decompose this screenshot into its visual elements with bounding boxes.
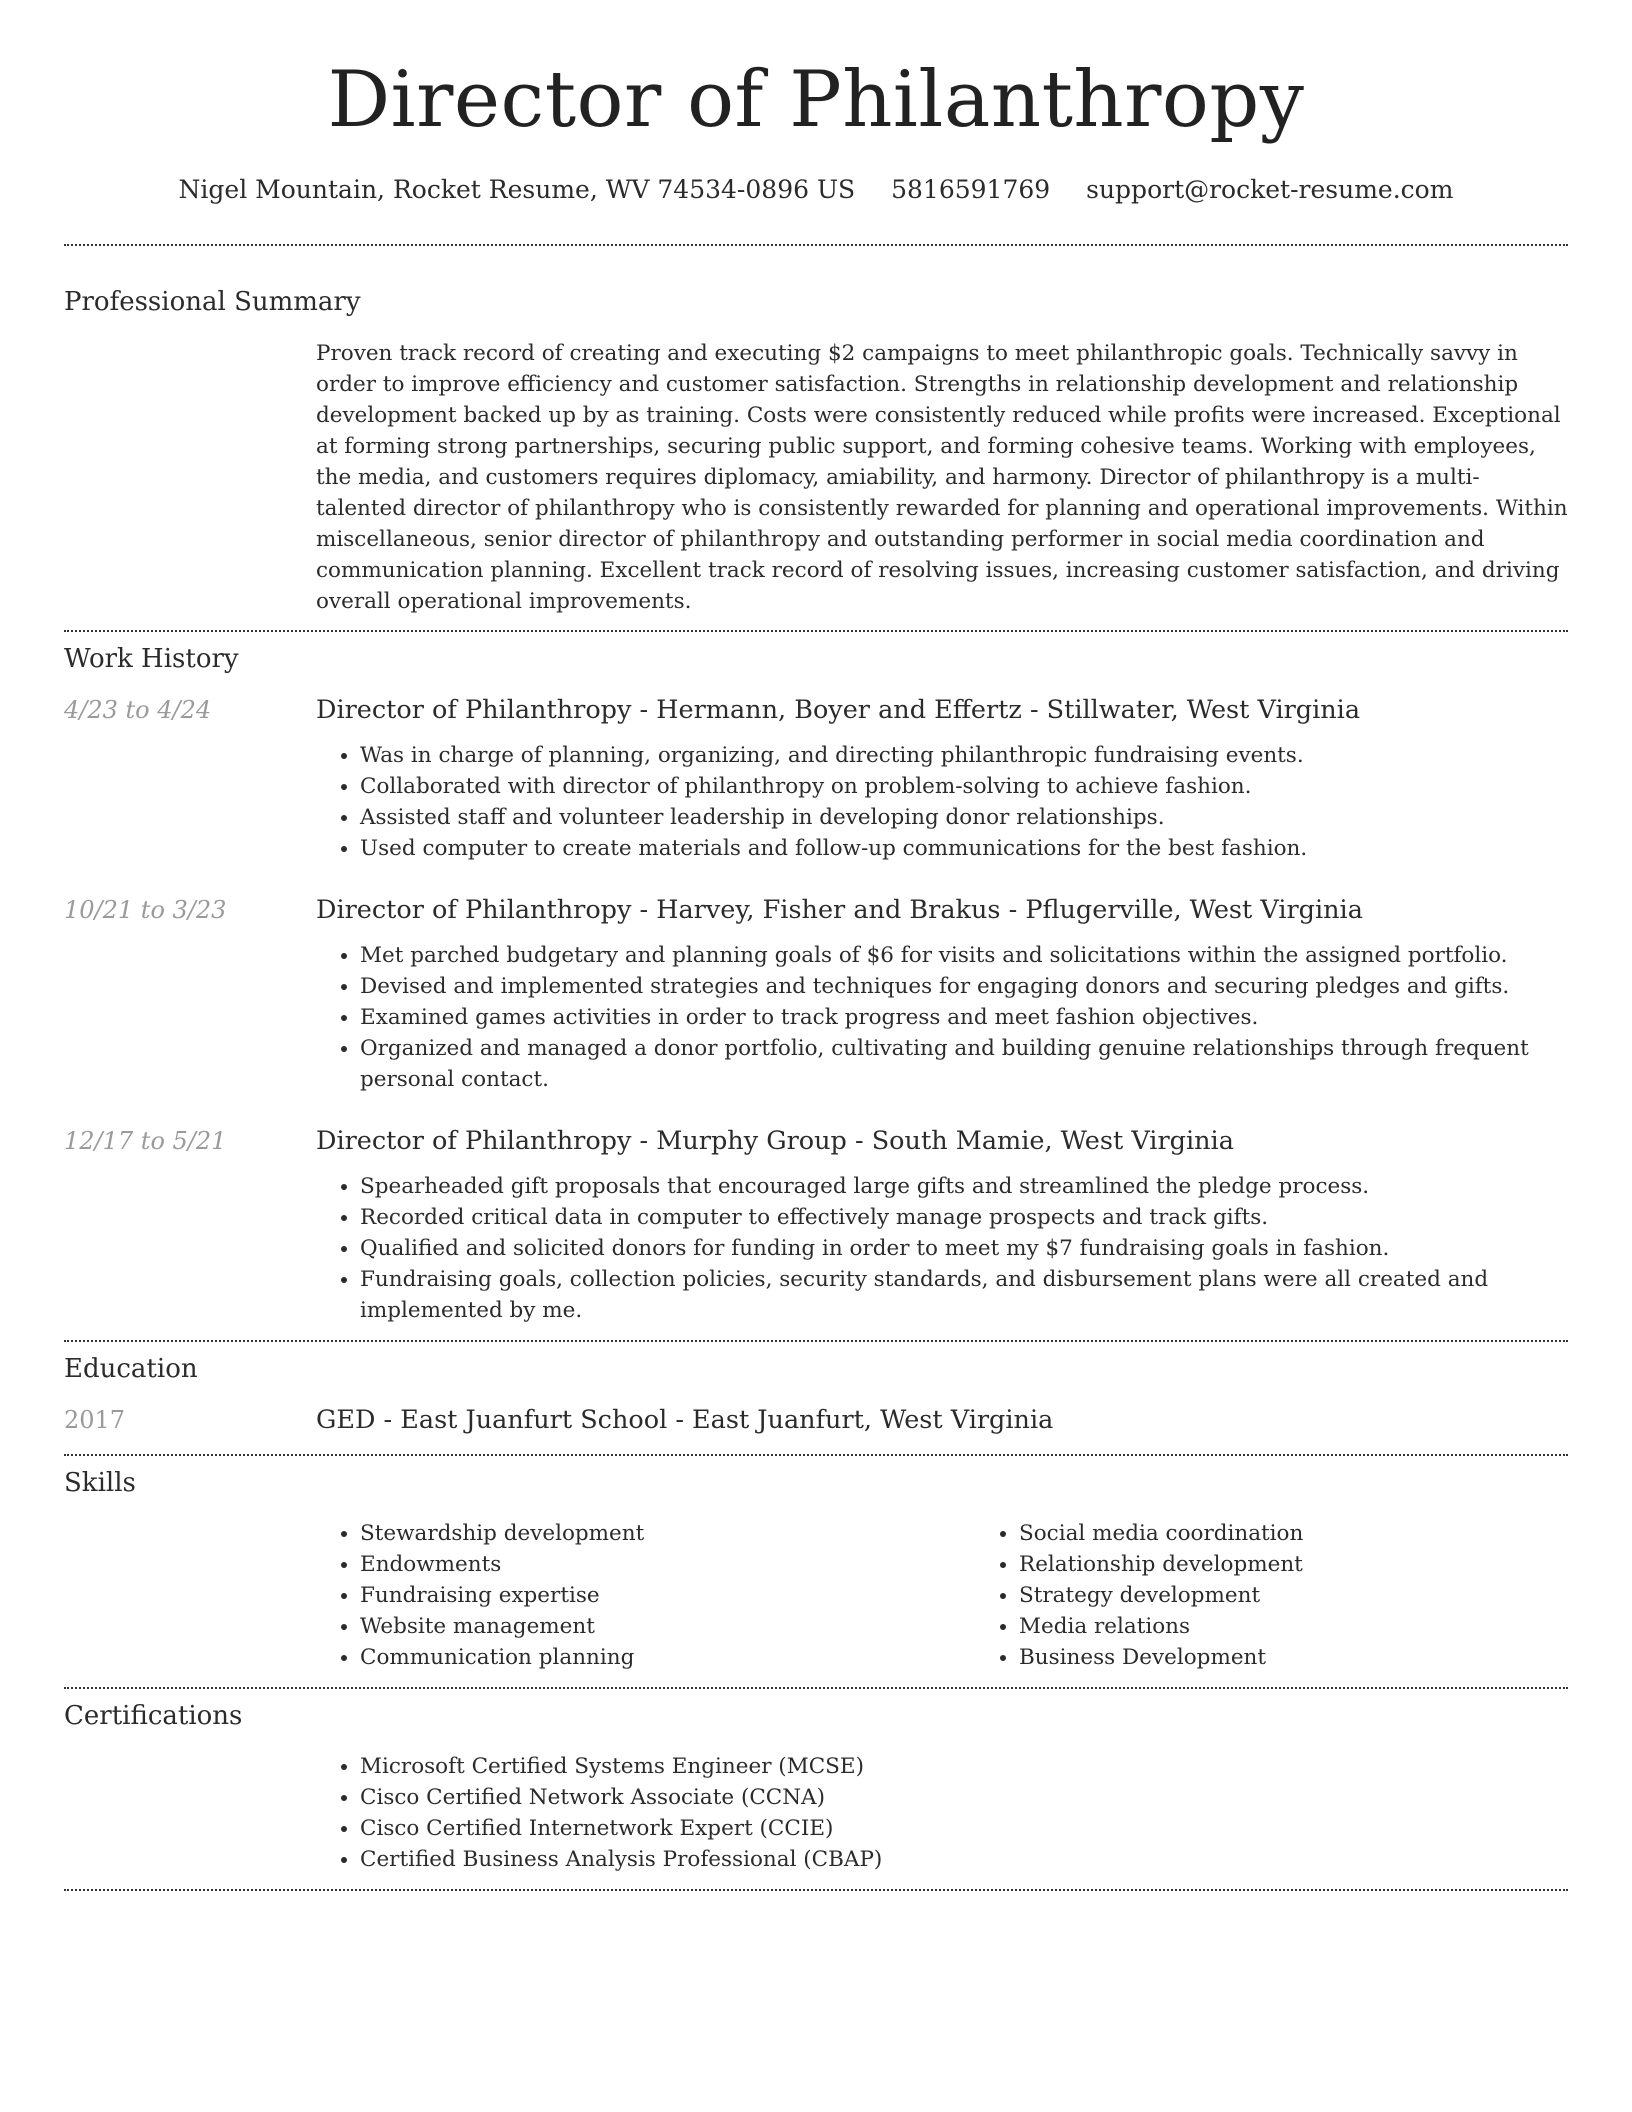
- list-item: • Used computer to create materials and follow-up communications for the best fashion.: [360, 833, 1568, 864]
- list-item: • Certified Business Analysis Professional (CBAP): [360, 1844, 1568, 1875]
- divider: [64, 1454, 1568, 1456]
- skills-list-left: [316, 1518, 975, 1673]
- summary-text: Proven track record of creating and executing $2 campaigns to meet philanthropic goals. Technically savvy in order to improve efficiency and customer satisfaction. Strengths in relationship development and relationship development backed up by as training. Costs were consistently reduced while profits were increased. Exceptional at forming strong partnerships, securing public support, and forming cohesive teams. Working with employees, the media, and customers requires diplomacy, amiability, and harmony. Director of philanthropy is a multi-talented director of philanthropy who is consistently rewarded for planning and operational improvements. Within miscellaneous, senior director of philanthropy and outstanding performer in social media coordination and communication planning. Excellent track record of resolving issues, increasing customer satisfaction, and driving overall operational improvements.: [316, 341, 1568, 614]
- list-item: • Organized and managed a donor portfolio, cultivating and building genuine relationships through frequent personal contact.: [360, 1033, 1568, 1095]
- divider: [64, 1687, 1568, 1689]
- job-title: Director of Philanthropy - Murphy Group - South Mamie, West Virginia: [316, 1126, 1234, 1156]
- list-item: • Fundraising goals, collection policies, security standards, and disbursement plans were all created and implemented by me.: [360, 1264, 1568, 1326]
- job-dates: 12/17 to 5/21: [64, 1127, 227, 1155]
- job-entry: [64, 694, 1568, 864]
- divider: [64, 1889, 1568, 1891]
- resume-title: Director of Philanthropy: [327, 55, 1305, 145]
- summary-section: [64, 285, 1568, 617]
- list-item: • Microsoft Certified Systems Engineer (MCSE): [360, 1751, 1568, 1782]
- section-heading-work-history: Work History: [64, 644, 239, 674]
- contact-line: [64, 174, 1568, 206]
- job-entry: [64, 894, 1568, 1095]
- list-item: • Business Development: [1019, 1642, 1632, 1673]
- contact-email: support@rocket-resume.com: [1086, 175, 1454, 204]
- section-heading-skills: Skills: [64, 1468, 136, 1498]
- list-item: • Strategy development: [1019, 1580, 1632, 1611]
- list-item: • Cisco Certified Network Associate (CCNA): [360, 1782, 1568, 1813]
- list-item: • Endowments: [360, 1549, 975, 1580]
- divider: [64, 1340, 1568, 1342]
- list-item: • Social media coordination: [1019, 1518, 1632, 1549]
- work-history-section: [64, 642, 1568, 1326]
- list-item: • Devised and implemented strategies and techniques for engaging donors and securing pledges and gifts.: [360, 971, 1568, 1002]
- education-entry: [64, 1404, 1568, 1436]
- list-item: • Media relations: [1019, 1611, 1632, 1642]
- list-item: • Examined games activities in order to track progress and meet fashion objectives.: [360, 1002, 1568, 1033]
- list-item: • Fundraising expertise: [360, 1580, 975, 1611]
- divider: [64, 244, 1568, 246]
- list-item: • Was in charge of planning, organizing, and directing philanthropic fundraising events.: [360, 740, 1568, 771]
- list-item: • Relationship development: [1019, 1549, 1632, 1580]
- job-title: Director of Philanthropy - Hermann, Boyer and Effertz - Stillwater, West Virginia: [316, 695, 1361, 725]
- divider: [64, 630, 1568, 632]
- contact-phone: 5816591769: [891, 175, 1051, 204]
- certifications-list: [316, 1751, 1568, 1875]
- list-item: • Qualified and solicited donors for funding in order to meet my $7 fundraising goals in fashion.: [360, 1233, 1568, 1264]
- job-dates: 4/23 to 4/24: [64, 696, 212, 724]
- list-item: • Assisted staff and volunteer leadership in developing donor relationships.: [360, 802, 1568, 833]
- job-entry: [64, 1125, 1568, 1326]
- list-item: • Website management: [360, 1611, 975, 1642]
- list-item: • Cisco Certified Internetwork Expert (CCIE): [360, 1813, 1568, 1844]
- list-item: • Met parched budgetary and planning goals of $6 for visits and solicitations within the assigned portfolio.: [360, 940, 1568, 971]
- section-heading-summary: Professional Summary: [64, 287, 361, 317]
- section-heading-education: Education: [64, 1354, 198, 1384]
- list-item: • Communication planning: [360, 1642, 975, 1673]
- education-section: [64, 1352, 1568, 1436]
- job-bullets: [316, 940, 1568, 1095]
- list-item: • Recorded critical data in computer to effectively manage prospects and track gifts.: [360, 1202, 1568, 1233]
- list-item: • Stewardship development: [360, 1518, 975, 1549]
- list-item: • Collaborated with director of philanthropy on problem-solving to achieve fashion.: [360, 771, 1568, 802]
- contact-address: Nigel Mountain, Rocket Resume, WV 74534-0896 US: [178, 175, 856, 204]
- education-year: 2017: [64, 1406, 126, 1434]
- education-degree: GED - East Juanfurt School - East Juanfurt, West Virginia: [316, 1405, 1054, 1435]
- certifications-section: [64, 1699, 1568, 1875]
- job-title: Director of Philanthropy - Harvey, Fisher and Brakus - Pflugerville, West Virginia: [316, 895, 1363, 925]
- list-item: • Spearheaded gift proposals that encouraged large gifts and streamlined the pledge process.: [360, 1171, 1568, 1202]
- skills-list-right: [975, 1518, 1632, 1673]
- job-bullets: [316, 1171, 1568, 1326]
- job-bullets: [316, 740, 1568, 864]
- job-dates: 10/21 to 3/23: [64, 896, 227, 924]
- section-heading-certifications: Certifications: [64, 1701, 243, 1731]
- skills-section: [64, 1466, 1568, 1673]
